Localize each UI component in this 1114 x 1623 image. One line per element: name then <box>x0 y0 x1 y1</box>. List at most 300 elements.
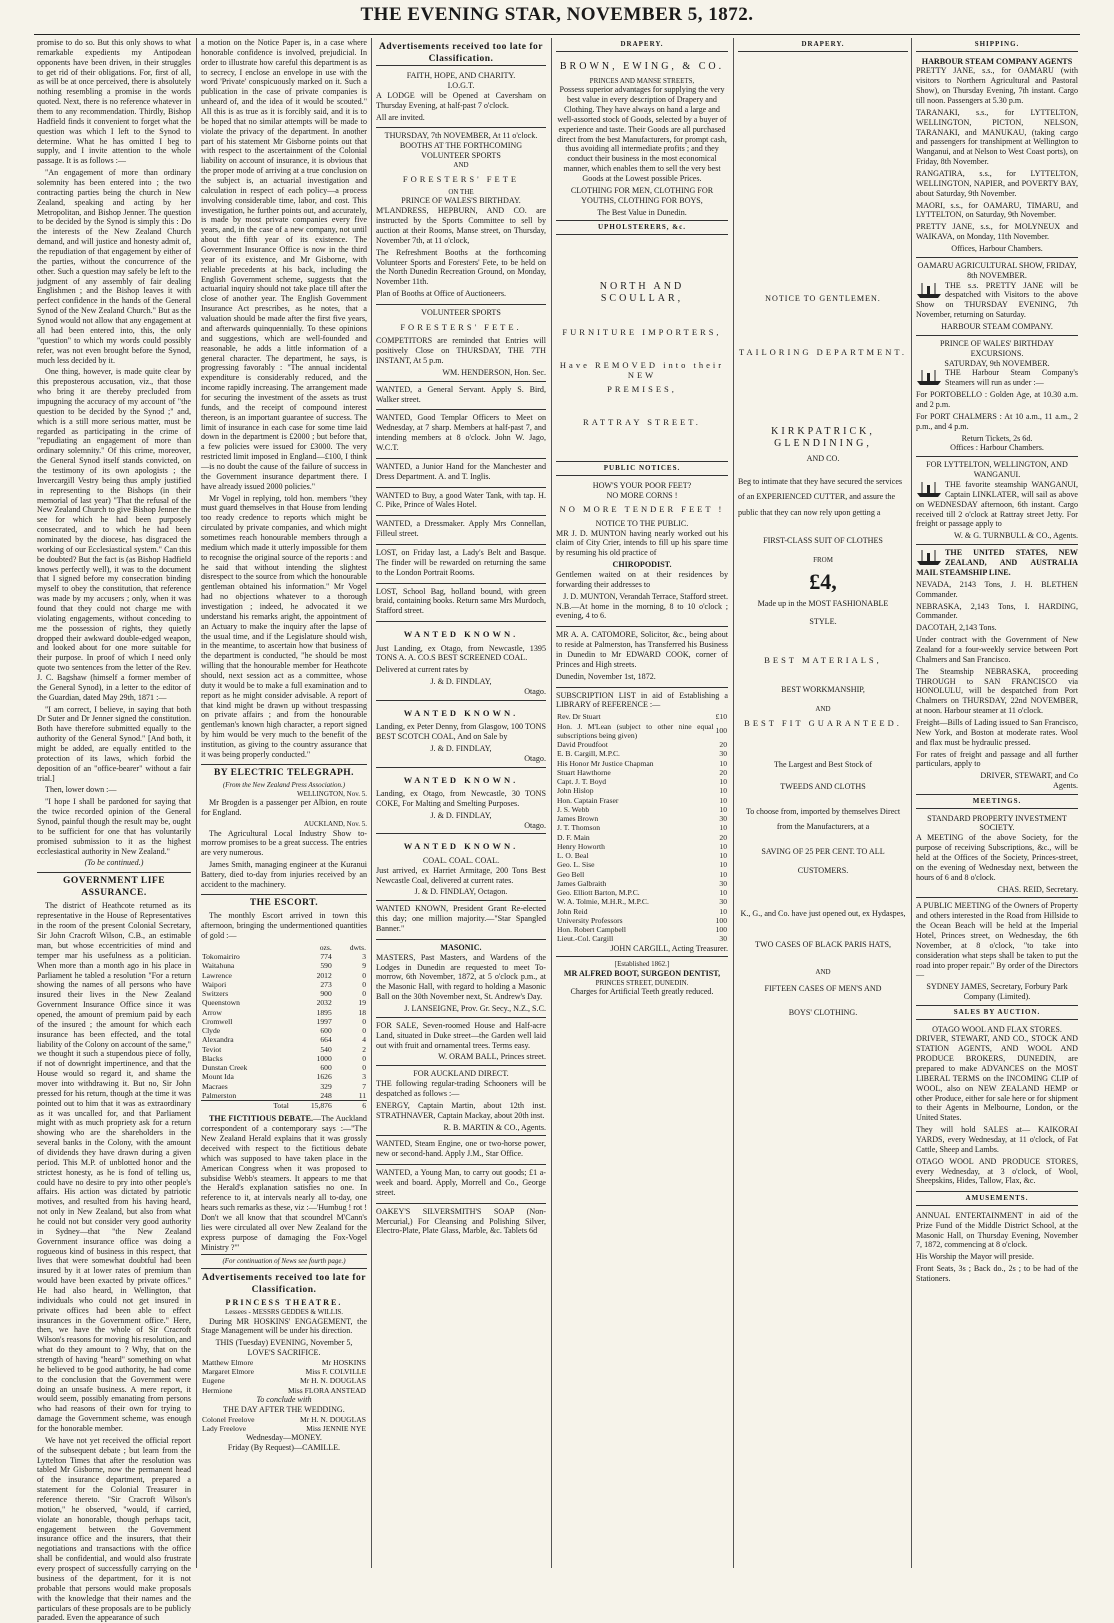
table-row <box>556 722 728 741</box>
table-row <box>556 897 728 906</box>
ad-text: The Best Value in Dunedin. <box>597 207 687 217</box>
ad-title: STANDARD PROPERTY INVESTMENT SOCIETY. <box>927 813 1067 833</box>
classified-ad <box>376 382 546 411</box>
column-divider <box>196 38 197 1568</box>
ad-text: WANTED, Steam Engine, one or two-horse power, new or second-hand. Apply J.M., Star Office. <box>376 1139 546 1159</box>
article-heading: GOVERNMENT LIFE ASSURANCE. <box>37 872 191 899</box>
total-dwts: 6 <box>362 1101 366 1111</box>
table-cell: Waipori <box>202 979 227 989</box>
ad-text: Landing, ex Otago, from Newcastle, 30 TONS COKE, For Malting and Smelting Purposes. <box>376 788 546 808</box>
table-header: ozs. <box>319 942 332 952</box>
ad-text: M'LANDRESS, HEPBURN, AND CO. are instructed by the Sports Committee to sell by auction at their Rooms, Manse street, on Thursday, November 7th, at 11 o'clock, <box>376 206 546 245</box>
table-cell: 900 <box>320 989 332 999</box>
table-cell: Alexandra <box>202 1035 234 1045</box>
ad-title: MR ALFRED BOOT, SURGEON DENTIST, <box>563 968 721 978</box>
table-cell: 590 <box>320 961 332 971</box>
table-cell: 0 <box>362 979 366 989</box>
table-cell: 10 <box>719 906 727 916</box>
ad-text: [Established 1862.] <box>614 960 670 969</box>
ad-title: MASONIC. <box>440 942 482 952</box>
ad-title: THURSDAY, 7th NOVEMBER, At 11 o'clock. <box>384 131 538 141</box>
ad-title: THE UNITED STATES, NEW ZEALAND, AND AUSTRALIA MAIL STEAMSHIP LINE. <box>916 548 1078 577</box>
ad-text: For PORT CHALMERS : At 10 a.m., 11 a.m., 2 p.m., and 4 p.m. <box>916 411 1078 431</box>
table-row <box>556 796 728 805</box>
article-text: We have not yet received the official report of the subsequent debate ; but learn from the Lyttelton Times that after the resolution was tabled Mr Gisborne, now the permanent head of the insurance department, prepared a statement for the Colonial Treasurer in reference thereto. "Sir Cracroft Wilson's motion," he observed, "would, if carried, violate an honorable, though perhaps tacit, engagement between the Government insurance office and the insurers, that their negotiations and transactions with the office shall be confidential, and would also frustrate every prospect of successfully carrying on the business of the department, for it is not probable that persons would make proposals with the knowledge that their names and the particulars of these proposals are to be publicly paraded. Even the appearance of such <box>37 1435 191 1623</box>
fictitious-heading: THE FICTITIOUS DEBATE. <box>209 1114 314 1124</box>
table-row <box>201 1026 367 1035</box>
ad-text: PRETTY JANE, s.s., for MOLYNEUX and WAIKAVA, on Monday, 11th November. <box>916 222 1078 242</box>
article-text: Then, lower down :— <box>45 785 117 795</box>
ad-signature: Offices : Harbour Chambers. <box>950 443 1044 453</box>
table-header: dwts. <box>349 942 366 952</box>
table-cell: Capt. J. T. Boyd <box>557 777 607 787</box>
table-cell: Miss F. COLVILLE <box>305 1367 366 1377</box>
table-cell: Geo. L. Sise <box>557 860 595 870</box>
ad-text: Just Landing, ex Otago, from Newcastle, 1395 TONS A. A. CO.S BEST SCREENED COAL. <box>376 643 546 663</box>
table-row <box>556 749 728 758</box>
table-row <box>201 1072 367 1081</box>
ad-title: COAL. COAL. COAL. <box>422 855 500 865</box>
ad-signature: WM. HENDERSON, Hon. Sec. <box>442 367 546 377</box>
ad-text: THE Harbour Steam Company's Steamers will run as under :— <box>945 368 1078 388</box>
ad-title: BOYS' CLOTHING. <box>788 1007 858 1017</box>
ad-signature: HARBOUR STEAM COMPANY. <box>941 322 1053 332</box>
table-cell: Palmerston <box>202 1090 237 1100</box>
farce-title: THE DAY AFTER THE WEDDING. <box>223 1404 345 1414</box>
ad-title: WANTED KNOWN. <box>403 707 519 718</box>
table-cell: 30 <box>719 814 727 824</box>
ad-address: PRINCES AND MANSE STREETS, <box>589 76 695 85</box>
table-cell: 0 <box>362 1026 366 1036</box>
ad-signature: DRIVER, STEWART, and Co <box>980 771 1078 781</box>
table-cell: 10 <box>719 869 727 879</box>
table-cell: John Hislop <box>557 786 594 796</box>
table-row <box>556 759 728 768</box>
ad-title: BEST WORKMANSHIP, <box>781 685 865 695</box>
table-row <box>556 833 728 842</box>
table-cell: W. A. Tolmie, M.H.R., M.P.C. <box>557 897 649 907</box>
table-cell: 30 <box>719 878 727 888</box>
table-row <box>201 1054 367 1063</box>
table-row <box>201 1017 367 1026</box>
ad-text: LOST, on Friday last, a Lady's Belt and Basque. The finder will be rewarded on returning the same to the London Portrait Rooms. <box>376 548 546 577</box>
top-rule <box>34 34 1080 35</box>
ad-signature: J. & D. FINDLAY, <box>430 743 492 753</box>
ad-title: FIRST-CLASS SUIT OF CLOTHES <box>763 536 883 546</box>
section-heading: SALES BY AUCTION. <box>916 1008 1078 1020</box>
table-row <box>201 952 367 961</box>
table-cell: 2032 <box>316 998 332 1008</box>
ad-text: DRIVER, STEWART, AND CO., STOCK AND STATION AGENTS, AND WOOL AND PRODUCE BROKERS, DUNEDIN, are prepared to make ADVANCES on the MOST LIBERAL TERMS on the INCOMING CLIP of WOOL, also on NEW ZEALAND HEMP or other Produce, either for sale here or for shipment to their Agents in Melbourne, London, or the United States. <box>916 1034 1078 1123</box>
table-cell: 10 <box>719 777 727 787</box>
table-cell: 10 <box>719 758 727 768</box>
ad-text: K., G., and Co. have just opened out, ex Hydaspes, <box>740 909 906 919</box>
quote: "An engagement of more than ordinary solemnity has been entered into ; the two contracting parties being the church in New Zealand, speaking and acting by her Metropolitan, and Bishop Jenner. The question to be decided by the Synod is simply this : Do the interests of the New Zealand Church demand, and will justice and honesty admit of, the repudiation of that engagement by either of the parties, without the concurrence of the other. Such a question may safely be left to the judgment of any assembly of fair dealing Englishmen ; and the Bishop leaves it with perfect confidence in the hands of the General Synod of the New Zealand Church." But as the Synod would not allow that any engagement at all had been entered into, this, the only "question" to which my words could possibly refer, was not even brought before the Synod, much less decided by it. <box>37 168 191 365</box>
table-row <box>556 925 728 934</box>
table-cell: 540 <box>320 1044 332 1054</box>
ad-text: Freight—Bills of Lading issued to San Francisco, New York, and Boston at moderate rates. Wool and flax must be hydraulic pressed. <box>916 717 1078 747</box>
table-cell: Geo Bell <box>557 869 585 879</box>
ad-text: MAORI, s.s., for OAMARU, TIMARU, and LYTTELTON, on Saturday, 9th November. <box>916 200 1078 220</box>
table-cell: 9 <box>362 961 366 971</box>
ad-signature: CHAS. REID, Secretary. <box>997 884 1078 894</box>
ad-text: THE favorite steamship WANGANUI, Captain LINKLATER, will sail as above on WEDNESDAY afternoon, 6th instant. Cargo received till 2 o'clock at Rattray street Jetty. For freight or passage apply to <box>916 480 1078 529</box>
table-row <box>556 768 728 777</box>
table-cell: University Professors <box>557 915 623 925</box>
ad-title: OTAGO WOOL AND FLAX STORES. <box>932 1024 1062 1034</box>
ad-title: WANTED KNOWN. <box>403 774 519 785</box>
table-cell: J. S. Webb <box>557 804 590 814</box>
theatre-date: THIS (Tuesday) EVENING, November 5, LOVE'S SACRIFICE. <box>215 1338 353 1358</box>
ad-text: To choose from, imported by themselves Direct from the Manufacturers, at a <box>745 806 901 832</box>
ad-title: FAITH, HOPE, AND CHARITY. <box>406 71 516 81</box>
ad-title: NORTH AND SCOULLAR, <box>599 280 685 305</box>
telegraph-item: The Agricultural Local Industry Show to-morrow promises to be a great success. The entries are very numerous. <box>201 828 367 858</box>
table-cell: Colonel Freelove <box>202 1414 255 1424</box>
ad-text: N.B.—At home in the morning, 8 to 10 o'clock ; evening, 4 to 6. <box>556 601 728 621</box>
ad-text: ENERGY, Captain Martin, about 12th inst. STRATHNAVER, Captain Mackay, about 20th inst. <box>376 1100 546 1120</box>
table-row <box>556 851 728 860</box>
table-row <box>201 1358 367 1367</box>
table-cell: 1626 <box>316 1072 332 1082</box>
theatre-conclude: To conclude with <box>256 1394 312 1404</box>
table-cell: Mr H. N. DOUGLAS <box>299 1414 366 1424</box>
ad-text: LOST, School Bag, holland bound, with green braid, containing books. Return same Mrs Murdoch, Stafford street. <box>376 586 546 616</box>
column-divider <box>733 38 734 1568</box>
ad-signature: Agents. <box>1053 781 1078 791</box>
table-row <box>556 870 728 879</box>
ad-text: AND <box>815 705 831 714</box>
ad-text: The Refreshment Booths at the forthcoming Volunteer Sports and Foresters' Fete, to be held on the North Dunedin Recreation Ground, on Monday, November 11th. <box>376 247 546 287</box>
price: £4, <box>809 568 837 594</box>
table-cell: 1997 <box>316 1016 332 1026</box>
telegraph-heading: BY ELECTRIC TELEGRAPH. <box>201 764 367 780</box>
ad-text: AND <box>453 161 469 170</box>
section-heading: UPHOLSTERERS, &c. <box>556 223 728 235</box>
table-row <box>556 842 728 851</box>
escort-intro: The monthly Escort arrived in town this afternoon, bringing the undermentioned quantities of gold :— <box>201 911 367 941</box>
table-cell: Matthew Elmore <box>202 1357 254 1367</box>
ad-title: BEST FIT GUARANTEED. <box>744 717 902 728</box>
table-row <box>556 888 728 897</box>
ad-title: WANTED KNOWN. <box>403 841 519 852</box>
dateline: AUCKLAND, Nov. 5. <box>303 820 367 829</box>
table-cell: 10 <box>719 851 727 861</box>
article-text: The Auckland correspondent of a contemporary says :—"The New Zealand Herald explains that it was grossly deceived with respect to the fictitious debate which was supposed to have taken place in the American Congress when it was proposed to subsidise Webb's steamers. It appears to me that the Herald's explanation satisfies no one. In reference to it, at intervals nearly all to-day, one hears such remarks as these, viz :—'Humbug ! rot ! Don't we all know that that scoundrel M'Cann's lies were circulated all over New Zealand for the express purpose of damaging the Fox-Vogel Ministry ?'" <box>201 1114 367 1252</box>
table-cell: Miss FLORA ANSTEAD <box>287 1385 366 1395</box>
table-row <box>201 1367 367 1376</box>
ad-text: STYLE. <box>809 617 837 627</box>
ad-title: VOLUNTEER SPORTS <box>421 308 501 318</box>
table-row <box>556 712 728 721</box>
table-cell: Miss JENNIE NYE <box>306 1423 366 1433</box>
table-cell: J. T. Thomson <box>557 823 601 833</box>
table-cell: Mount Ida <box>202 1072 234 1082</box>
table-cell: 0 <box>362 1016 366 1026</box>
table-cell: Geo. Elliott Barton, M.P.C. <box>557 888 640 898</box>
table-row <box>201 1091 367 1101</box>
article-text: Mr Vogel in replying, told hon. members "they must guard themselves in that House from lending too ready credence to reports which might be circulated by private companies, and which might sometimes reach honourable members through a medium which made it utterly impossible for them to recognise the original source of the reports : and he said that without intending the slightest disrespect to the source from which the honourable gentleman obtained his information." Mr Vogel had no objections whatever to a thorough investigation ; indeed, he advocated it we understand his remarks aright, the appointment of an Actuary to make the inquiry after the lapse of the usual time, and if the Legislature should wish, in the meantime, to ascertain how that business of the department is conducted, "he should be most willing that the honourable member for Heathcote should, next session act as a committee, whose duty it would be to make a full examination and to report as he might consider advisable. A report of that kind might be drawn up without trespassing on private affairs ; and from the honourable gentleman's known high character, a report signed by him would be very much to the benefit of the institution, as giving to the country assurance that it was being properly conducted." <box>201 493 367 759</box>
section-heading: PUBLIC NOTICES. <box>556 464 728 476</box>
cast-list <box>201 1415 367 1434</box>
table-row <box>556 777 728 786</box>
table-cell: 100 <box>715 925 727 935</box>
classified-ad <box>376 459 546 488</box>
table-cell: Hon. Robert Campbell <box>557 925 626 935</box>
ad-title: SAVING OF 25 PER CENT. TO ALL <box>761 846 885 856</box>
ad-text: Front Seats, 3s ; Back do., 2s ; to be had of the Stationers. <box>916 1264 1078 1283</box>
ad-signature: W. ORAM BALL, Princes street. <box>438 1052 546 1062</box>
table-cell: Mr H. N. DOUGLAS <box>299 1376 366 1386</box>
table-row <box>201 1386 367 1395</box>
ad-text: WANTED KNOWN, President Grant Re-elected this day; one million majority.—"Star Spangled Banner." <box>376 904 546 933</box>
table-row <box>201 1376 367 1385</box>
table-cell: 10 <box>719 823 727 833</box>
table-cell: 2 <box>362 1044 366 1054</box>
ad-title: TWEEDS AND CLOTHS <box>780 782 866 792</box>
table-cell: Waitahuna <box>202 961 235 971</box>
ad-text: Have REMOVED into their NEW <box>559 359 725 381</box>
ad-title: TAILORING DEPARTMENT. <box>738 347 908 358</box>
masthead: THE EVENING STAR, NOVEMBER 5, 1872. <box>360 4 754 25</box>
section-heading: DRAPERY. <box>738 40 908 52</box>
table-cell: 2012 <box>316 970 332 980</box>
classified-ad <box>376 410 546 458</box>
ad-title: HARBOUR STEAM COMPANY AGENTS <box>921 56 1073 66</box>
column-divider <box>371 38 372 1568</box>
ad-title: HOW'S YOUR POOR FEET? <box>592 480 692 490</box>
total-label: Total <box>273 1101 289 1111</box>
table-cell: 1895 <box>316 1007 332 1017</box>
theatre-body: During MR HOSKINS' ENGAGEMENT, the Stage Management will be under his direction. <box>201 1316 367 1336</box>
ad-text: PRETTY JANE, s.s., for OAMARU (with visitors to Northern Agricultural and Pastoral Show), on Thursday Evening, 7th instant. Cargo till noon. Passengers at 5.30 p.m. <box>916 66 1078 105</box>
table-row <box>201 1415 367 1424</box>
friday-bill: Friday (By Request)—CAMILLE. <box>227 1443 341 1453</box>
ad-text: MASTERS, Past Masters, and Wardens of the Lodges in Dunedin are requested to meet To-morrow, 6th November, 1872, at 5 o'clock p.m., at the Masonic Hall, with regard to holding a Masonic Ball on the 30th November next, St. Andrew's Day. <box>376 952 546 1002</box>
escort-table <box>201 943 367 1111</box>
escort-heading: THE ESCORT. <box>201 894 367 910</box>
ad-text: RANGATIRA, s.s., for LYTTELTON, WELLINGTON, NAPIER, and POVERTY BAY, about Saturday, 9th November. <box>916 168 1078 198</box>
table-row <box>201 1045 367 1054</box>
table-row <box>556 934 728 943</box>
table-cell: Blacks <box>202 1053 223 1063</box>
ad-title: WANTED KNOWN. <box>403 629 519 640</box>
ad-title: PRINCE OF WALES'S BIRTHDAY. <box>401 196 521 206</box>
ad-title: PRINCE OF WALES' BIRTHDAY EXCURSIONS. <box>939 338 1055 358</box>
ad-text: Made up in the MOST FASHIONABLE <box>757 599 889 609</box>
table-cell: Arrow <box>202 1007 222 1017</box>
ad-title: CHIROPODIST. <box>612 560 672 570</box>
table-cell: James Brown <box>557 814 599 824</box>
ad-signature: J. & D. FINDLAY, Octagon. <box>414 887 508 897</box>
table-cell: Hon. Captain Fraser <box>557 795 619 805</box>
ad-text: The Largest and Best Stock of <box>773 760 873 770</box>
article-text: One thing, however, is made quite clear by this preposterous accusation, viz., that those who bring it are thereby precluded from impugning the accuracy of my account of "the question to be decided by the Synod ;" and, which is a still more serious matter, must be regarded as participating in the crime of "repudiating an engagement of more than ordinary solemnity." Of this crime, moreover, the General Synod itself stands convicted, on the testimony of its own apologists ; the Invercargill Vestry being thus amply justified in representing to the Bishops (in their memorial of last year) "That the refusal of the New Zealand Church to give Bishop Jenner the see for which he had been purposely consecrated, and to which he had been nominated by the diocese, has disgraced the working of our Ecclesiastical system." Can this be doubted? But the fact is (as Bishop Hadfield knows perfectly well), it was to the document that I signed before my consecration binding myself to obey the constitution, that reference was made by my accusers ; only, when it was found that they could not charge me with violating engagements, without conceding to me the possession of rights, they quietly dropped their awkward double-edged weapon, and looked about for one more suitable for their purpose. In proof of which I need only quote two sentences from the letter of the Rev. J. C. Bagshaw (himself a former member of the General Synod), in a letter to the editor of the Guardian, dated May 29th, 1871 :— <box>37 367 191 702</box>
table-cell: 600 <box>320 1063 332 1073</box>
ad-text: MR J. D. MUNTON having nearly worked out his claim of City Crier, intends to fill up his spare time by resuming his old practice of <box>556 528 728 558</box>
ad-text: CLOTHING FOR MEN, CLOTHING FOR YOUTHS, CLOTHING FOR BOYS, <box>570 185 714 205</box>
table-row <box>556 805 728 814</box>
table-row <box>201 1063 367 1072</box>
ad-text: Possess superior advantages for supplying the very best value in every description of Drapery and Clothing. They have always on hand a large and well-assorted stock of Goods, selected by a buyer of experience and taste. Their Goods are all purchased direct from the best Manufacturers, for prompt cash, thus avoiding all intermediate profits ; and they conduct their business in the most economical manner, which enables them to sell the very best Goods at the Lowest possible Prices. <box>557 85 727 183</box>
table-cell: 248 <box>320 1090 332 1100</box>
column-4 <box>553 38 731 1568</box>
ad-address: PRINCES STREET, DUNEDIN. <box>595 978 689 987</box>
table-cell: John Reid <box>557 906 588 916</box>
table-cell: Mr HOSKINS <box>321 1357 366 1367</box>
table-cell: Eugene <box>202 1376 225 1386</box>
table-cell: 10 <box>719 860 727 870</box>
ad-title: BOOTHS AT THE FORTHCOMING VOLUNTEER SPORTS <box>399 141 523 161</box>
ad-title: FOR LYTTELTON, WELLINGTON, AND WANGANUI. <box>926 460 1068 480</box>
table-cell: 10 <box>719 795 727 805</box>
table-cell: 3 <box>362 952 366 962</box>
table-cell: 10 <box>719 841 727 851</box>
ad-text: NEVADA, 2143 Tons, J. H. BLETHEN Commander. <box>916 579 1078 599</box>
total-ozs: 15,876 <box>310 1101 332 1111</box>
table-cell: 600 <box>320 1026 332 1036</box>
table-row <box>201 1008 367 1017</box>
table-cell: Lawrence <box>202 970 232 980</box>
ad-text: For rates of freight and passage and all further particulars, apply to <box>916 749 1078 769</box>
telegraph-item: Mr Brogden is a passenger per Albion, en route for England. <box>201 798 367 818</box>
table-cell: 774 <box>320 952 332 962</box>
ad-signature: J. & D. FINDLAY, <box>430 677 492 687</box>
ad-title: NOTICE TO GENTLEMEN. <box>765 293 881 303</box>
table-cell: 10 <box>719 786 727 796</box>
ad-signature: W. & G. TURNBULL & CO., Agents. <box>953 531 1078 541</box>
table-cell: Lady Freelove <box>202 1423 247 1433</box>
column-2: a motion on the Notice Paper is, in a case where honorable confidence is involved, prejudicial. In order to illustrate how careful this department is as to secrecy, I enclose an envelope in use with the word 'Private' conspicuously marked on it. Such a publication in the case of private companies is unheard of, and the idea of it would be scouted." All this is as true as it is forcibly said, and it is to be hoped that no similar attempts will be made to violate the privacy of the department. In another part of his statement Mr Gisborne points out that with respect to the ascertainment of the Colonial liability on account of insurance, it is obvious that the proper mode of arriving at a true conclusion on the subject is, an actuarial investigation and calculation in respect of each policy—a process involving considerable time, labor, and cost. This investigation, he further points out, and accurately, is made by most private companies every five years, and, in the case of a new company, not until about the fifth year of its existence. The Government Insurance Office is now in the third year of its existence, and Mr Gisborne, with reliable precedents at his back, including the English Government scheme, suggests that the actuarial inquiry should not take place till after the close of another year. The English Government Insurance Act prescribes, as he notes, that a valuation should be made after the first five years, and afterwards quinquennially. To these opinions and suggestions, which are well-founded and reasonable, he adds a little information of a general character. The department, he says, is progressing favorably : "The annual incidental expenditure is considerably reduced, and the income rapidly increasing. The arrangement made for securing the investment of the assets as trust funds, and the receipt of compound interest thereon, is an important guarantee of success. The limit of insurance in each case for some time laid down in the department is £2000 ; but before that, a few policies were issued for £3000. The very restricted limit imposed in England—£100, I think—is no doubt the cause of the failure of success in the Government insurance department there. I have already issued 2000 policies." Mr Vogel in replying, told hon. members "they must guard themselves in that House from lending too ready credence to reports which might be circulated by private companies, and which might sometimes reach honourable members through a medium which made it utterly impossible for them to recognise the original source of the reports : and he said that without intending the slightest disrespect to the source from which the honourable gentleman obtained his information." Mr Vogel had no objections whatever to a thorough investigation ; indeed, he advocated it we understand his remarks aright, the appointment of an Actuary to make the inquiry after the lapse of the usual time, and if the Legislature should wish, in the meantime, to ascertain how that business of the department is conducted, "he should be most willing that the honourable member for Heathcote should, next session act as a committee, whose duty it would be to make a full examination and to report as he might consider advisable. A report of that kind might be drawn up without trespassing on private affairs ; and from the honourable gentleman's known high character, a report signed by him would be very much to the benefit of the institution, as giving to the country assurance that it was being properly conducted." BY ELECTRIC TELEGRAPH. (From the New Zealand Press Association.) WELLINGTON, Nov. 5. Mr Brogden is a passenger per Albion, en route for England. AUCKLAND, Nov. 5. The Agricultural Local Industry Show to-morrow promises to be a great success. The entries are very numerous. James Smith, managing engineer at the Kuranui Battery, died to-day from injuries received by an accident to the machinery. THE ESCORT. The monthly Escort arrived in town this afternoon, bringing the undermentioned quantities of gold :— ozs. dwts. Tokomairiro 774 3 Waitahuna 590 9 Lawrence 2012 0 Waipori 273 0 Switzers 900 0 Queenstown 2032 19 Arrow 1895 18 Cromwell 1997 0 Clyde 600 0 Alexandra 664 4 Teviot 540 2 Blacks 1000 0 Dunstan Creek 600 0 Mount Ida 1626 3 Macraes 329 7 Palmerston 248 11 Total 15,876 6 THE FICTITIOUS DEBATE.—The Auckland correspondent of a contemporary says :—"The New Zealand Herald explains that it was grossly deceived with respect to the fictitious debate which was supposed to have taken place in the American Congress when it was proposed to subsidise Webb's steamers. It appears to me that the Herald's explanation satisfies no one. In reference to it, at intervals nearly all to-day, one hears such remarks as these, viz :—'Humbug ! rot ! Don't we all know that that scoundrel M'Cann's lies were circulated all over New Zealand for the express purpose of damaging the Fox-Vogel Ministry ?'" (For continuation of News see fourth page.) Advertisements received too late for Classification. PRINCESS THEATRE. Lessees - MESSRS GEDDES & WILLIS. During MR HOSKINS' ENGAGEMENT, the Stage Management will be under his direction. THIS (Tuesday) EVENING, November 5, LOVE'S SACRIFICE. Matthew Elmore Mr HOSKINS Margaret Elmore Miss F. COLVILLE Eugene Mr H. N. DOUGLAS Hermione Miss FLORA ANSTEAD To conclude with THE DAY AFTER THE WEDDING. Colonel Freelove Mr H. N. DOUGLAS Lady Freelove Miss JENNIE NYE Wednesday—MONEY. Friday (By Request)—CAMILLE. <box>201 38 367 1453</box>
table-row <box>201 1424 367 1433</box>
table-cell: 0 <box>362 1063 366 1073</box>
table-cell: L. O. Beal <box>557 851 589 861</box>
ad-text: All are invited. <box>376 112 425 122</box>
ad-text: Beg to intimate that they have secured the services of an EXPERIENCED CUTTER, and assure the public that they can now rely upon getting a <box>738 476 903 517</box>
ad-title: NO MORE CORNS ! <box>606 490 678 500</box>
ad-signature: Offices, Harbour Chambers. <box>951 244 1043 253</box>
ad-signature: J. & D. FINDLAY, <box>430 810 492 820</box>
table-cell: 20 <box>719 767 727 777</box>
table-row <box>556 823 728 832</box>
ads-heading: Advertisements received too late for Classification. <box>202 1273 366 1295</box>
ad-title: NO MORE TENDER FEET ! <box>559 504 725 515</box>
ad-signature: Otago. <box>524 686 546 696</box>
table-cell: Hermione <box>202 1385 233 1395</box>
ad-title: FORESTERS' FETE <box>402 173 520 184</box>
ad-signature: R. B. MARTIN & CO., Agents. <box>443 1122 546 1132</box>
steamship-icon <box>916 480 942 498</box>
table-cell: 10 <box>719 804 727 814</box>
ad-text: OAKEY'S SILVERSMITH'S SOAP (Non-Mercurial,) For Cleansing and Polishing Silver, Electro-Plate, Plate Glass, Marble, &c. Tablets 6d <box>376 1206 546 1236</box>
table-cell: 273 <box>320 979 332 989</box>
table-cell: 4 <box>362 1035 366 1045</box>
ad-text: FROM <box>813 555 833 564</box>
table-cell: 0 <box>362 970 366 980</box>
steamship-icon <box>916 548 942 566</box>
column-divider <box>911 38 912 1568</box>
table-cell: Lieut.-Col. Cargill <box>557 934 614 944</box>
article-text: promise to do so. But this only shows to what remarkable expedients my Antipodean opponents have been driven, in their struggles to get rid of their obligations. For, first of all, as will be at once perceived, there is absolutely nothing resembling a promise in the words quoted. Next, there is no reference whatever in them to any recommendation. Thirdly, Bishop Hadfield finds it convenient to forget what the question was which I left to the Synod to determine. What he has omitted I beg to supply, and I invite attention to the whole passage. It is as follows :— <box>37 38 191 166</box>
subscription-table <box>556 712 728 943</box>
table-cell: 1000 <box>316 1053 332 1063</box>
table-cell: Clyde <box>202 1026 221 1036</box>
table-cell: 20 <box>719 832 727 842</box>
section-heading: DRAPERY. <box>556 40 728 52</box>
table-cell: 3 <box>362 1072 366 1082</box>
table-cell: 20 <box>719 740 727 750</box>
classified-ad <box>376 516 546 545</box>
ad-text: NEBRASKA, 2,143 Tons, I. HARDING, Commander. <box>916 601 1078 621</box>
table-cell: 664 <box>320 1035 332 1045</box>
table-cell: Cromwell <box>202 1016 233 1026</box>
table-row <box>556 740 728 749</box>
ad-text: A LODGE will be Opened at Caversham on Thursday Evening, at half-past 7 o'clock. <box>376 90 546 110</box>
ad-text: SATURDAY, 9th NOVEMBER. <box>944 358 1050 368</box>
ad-text: Charges for Artificial Teeth greatly reduced. <box>570 987 714 997</box>
ad-text: COMPETITORS are reminded that Entries will positively Close on THURSDAY, THE 7TH INSTANT, At 5 p.m. <box>376 336 546 365</box>
ad-text: SUBSCRIPTION LIST in aid of Establishing a LIBRARY of REFERENCE :— <box>556 690 728 710</box>
dateline: WELLINGTON, Nov. 5. <box>297 789 367 798</box>
steamship-icon <box>916 281 942 299</box>
ad-signature: SYDNEY JAMES, Secretary, Forbury Park Company (Limited). <box>926 982 1068 1002</box>
table-row <box>556 814 728 823</box>
table-row <box>201 980 367 989</box>
table-cell: 30 <box>719 749 727 759</box>
table-cell: Rev. Dr Stuart <box>557 712 601 722</box>
wednesday-bill: Wednesday—MONEY. <box>246 1433 322 1443</box>
ad-title: FOR AUCKLAND DIRECT. <box>413 1069 509 1079</box>
ads-heading: Advertisements received too late for Classification. <box>376 42 546 66</box>
table-cell: 0 <box>362 989 366 999</box>
cast-list <box>201 1358 367 1395</box>
table-row <box>201 989 367 998</box>
table-row <box>556 860 728 869</box>
ad-title: NOTICE TO THE PUBLIC. <box>595 518 689 528</box>
table-cell: 18 <box>358 1007 366 1017</box>
ad-text: OTAGO WOOL AND PRODUCE STORES, every Wednesday, at 3 o'clock, of Wool, Sheepskins, Hides, Tallow, Flax, &c. <box>916 1156 1078 1186</box>
column-1 <box>34 38 194 1623</box>
theatre-lessees: Lessees - MESSRS GEDDES & WILLIS. <box>224 1308 344 1317</box>
ad-text: Return Tickets, 2s 6d. <box>961 433 1033 443</box>
ad-text: Just arrived, ex Harriet Armitage, 200 Tons Best Newcastle Coal, delivered at current rates. <box>376 865 546 885</box>
ad-text: WANTED, a Young Man, to carry out goods; £1 a-week and board. Apply, Morrell and Co., George street. <box>376 1168 546 1197</box>
table-row <box>201 961 367 970</box>
ad-text: Landing, ex Peter Denny, from Glasgow, 100 TONS BEST SCOTCH COAL, And on Sale by <box>376 722 546 742</box>
ad-title: CUSTOMERS. <box>797 866 849 876</box>
table-cell: Macraes <box>202 1081 228 1091</box>
ad-title: FIFTEEN CASES OF MEN'S AND <box>764 984 882 994</box>
table-row <box>201 971 367 980</box>
classified-ad <box>376 488 546 517</box>
telegraph-source: (From the New Zealand Press Association.) <box>222 781 346 790</box>
column-divider <box>551 38 552 1568</box>
table-cell: Dunstan Creek <box>202 1063 248 1073</box>
table-cell: Hon. J. M'Lean (subject to other nine equal subscriptions being given) <box>557 721 714 740</box>
ad-text: PREMISES, <box>607 384 677 395</box>
table-row <box>556 786 728 795</box>
ad-text: FOR SALE, Seven-roomed House and Half-acre Land, situated in Duke street—the Garden well laid out with fruit and ornamental trees. Terms easy. <box>376 1020 546 1050</box>
table-row <box>201 998 367 1007</box>
telegraph-item: James Smith, managing engineer at the Kuranui Battery, died to-day from injuries received by an accident to the machinery. <box>201 860 367 889</box>
article-text: a motion on the Notice Paper is, in a case where honorable confidence is involved, prejudicial. In order to illustrate how careful this department is as to secrecy, I enclose an envelope in use with the word 'Private' conspicuously marked on it. Such a publication in the case of private companies is unheard of, and the idea of it would be scouted." All this is as true as it is forcibly said, and it is to be hoped that no similar attempts will be made to violate the privacy of the department. In another part of his statement Mr Gisborne points out that with respect to the ascertainment of the Colonial liability on account of insurance, it is obvious that the proper mode of arriving at a true conclusion on the subject is, an actuarial investigation and calculation in respect of each policy—a process involving considerable time, labor, and cost. This investigation, he further points out, and accurately, is made by most private companies every five years, and, in the case of a new company, not until about the fifth year of its existence. The Government Insurance Office is now in the third year of its existence, and Mr Gisborne, with reliable precedents at his back, including the English Government scheme, suggests that the actuarial inquiry should not take place till after the close of another year. The English Government Insurance Act prescribes, as he notes, that a valuation should be made after the first five years, and afterwards quinquennially. To these opinions and suggestions, which are well-founded and reasonable, he adds a little information of a general character. The department, he says, is progressing favorably : "The annual incidental expenditure is considerably reduced, and the income rapidly increasing. The arrangement made for securing the investment of the assets as trust funds, and the receipt of compound interest thereon, is an important guarantee of success. The limit of insurance in each case for some time laid down in the department is £2000 ; but before that, a few policies were issued for £3000. The very restricted limit imposed in England—£100, I think—is no doubt the cause of the failure of success in the Government insurance department there. I have already issued 2000 policies." <box>201 38 367 491</box>
table-cell: 11 <box>358 1090 366 1100</box>
table-cell: Margaret Elmore <box>202 1367 254 1377</box>
ad-text: AND CO. <box>806 454 840 464</box>
table-cell: 10 <box>719 888 727 898</box>
ad-text: TARANAKI, s.s., for LYTTELTON, WELLINGTON, PICTON, NELSON, TARANAKI, and MANUKAU, (taking cargo and passengers for transhipment at Wellington to Wanganui, and at Nelson to West Coast ports), on Friday, 8th November. <box>916 107 1078 167</box>
ad-text: WANTED, a General Servant. Apply S. Bird, Walker street. <box>376 384 546 404</box>
